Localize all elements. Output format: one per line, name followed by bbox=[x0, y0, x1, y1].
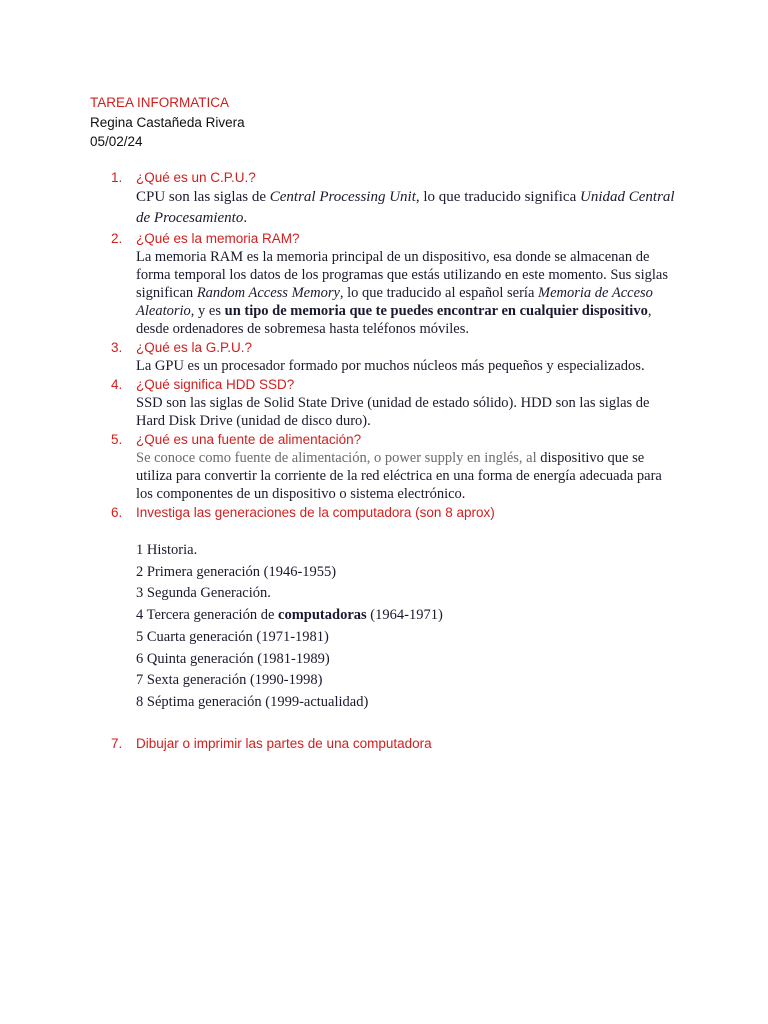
answer-text: La memoria RAM es la memoria principal de un dispositivo, esa donde se almacenan de forma temporal los datos de los programas que estás utilizando en este momento. Sus siglas significan bbox=[136, 249, 668, 301]
question-number: 7. bbox=[111, 735, 123, 751]
answer-italic: Unidad Central de Procesamiento bbox=[136, 189, 675, 226]
question-number: 2. bbox=[111, 231, 123, 246]
question-text: ¿Qué es la memoria RAM? bbox=[136, 231, 300, 246]
generation-text: (1964-1971) bbox=[366, 607, 443, 624]
question-text: ¿Qué es un C.P.U.? bbox=[136, 170, 256, 185]
answer-text-muted: Se conoce como fuente de alimentación, o power supply en inglés, al bbox=[136, 450, 541, 466]
generation-item: 7 Sexta generación (1990-1998) bbox=[136, 672, 323, 689]
question-number: 1. bbox=[111, 170, 123, 185]
answer-text: CPU son las siglas de bbox=[136, 189, 270, 205]
question-text: ¿Qué es una fuente de alimentación? bbox=[136, 432, 362, 447]
generation-bold: computadoras bbox=[278, 607, 367, 624]
question-text: Dibujar o imprimir las partes de una computadora bbox=[136, 735, 432, 751]
generation-item: 8 Séptima generación (1999-actualidad) bbox=[136, 693, 369, 710]
answer-3: La GPU es un procesador formado por muchos núcleos más pequeños y especializados. bbox=[136, 358, 645, 374]
generation-item: 1 Historia. bbox=[136, 542, 198, 558]
answer-italic: Central Processing Unit bbox=[269, 189, 416, 205]
answer-5 bbox=[136, 449, 681, 503]
question-text: ¿Qué significa HDD SSD? bbox=[136, 377, 295, 392]
answer-1 bbox=[136, 187, 681, 229]
answer-italic: Memoria de Acceso Aleatorio bbox=[136, 285, 653, 319]
question-3 bbox=[0, 338, 768, 357]
answer-bold: un tipo de memoria que te puedes encontrar en cualquier dispositivo bbox=[224, 303, 648, 319]
question-4 bbox=[0, 375, 768, 394]
answer-italic: Random Access Memory bbox=[196, 285, 340, 301]
answer-text: . bbox=[243, 210, 248, 226]
question-6 bbox=[0, 503, 768, 522]
document-title: TAREA INFORMATICA bbox=[90, 95, 230, 110]
document-date: 05/02/24 bbox=[90, 134, 143, 149]
question-number: 6. bbox=[111, 505, 123, 520]
question-text: Investiga las generaciones de la computadora (son 8 aprox) bbox=[136, 505, 495, 520]
generation-item bbox=[136, 605, 768, 627]
question-number: 3. bbox=[111, 340, 123, 355]
generation-item: 3 Segunda Generación. bbox=[136, 585, 271, 602]
generation-item: 5 Cuarta generación (1971-1981) bbox=[136, 628, 329, 645]
question-7 bbox=[0, 734, 768, 753]
question-2 bbox=[0, 229, 768, 248]
generations-list bbox=[136, 540, 768, 714]
answer-text: , y es bbox=[190, 303, 225, 319]
question-list bbox=[0, 168, 768, 753]
author-name: Regina Castañeda Rivera bbox=[90, 114, 245, 130]
answer-text: , lo que traducido significa bbox=[415, 189, 580, 205]
generation-item: 6 Quinta generación (1981-1989) bbox=[136, 650, 330, 667]
question-5 bbox=[0, 430, 768, 449]
question-1 bbox=[0, 168, 768, 187]
answer-text: , desde ordenadores de sobremesa hasta teléfonos móviles. bbox=[136, 303, 652, 337]
question-number: 4. bbox=[111, 377, 123, 392]
answer-2 bbox=[136, 248, 681, 338]
answer-text: dispositivo que se utiliza para convertir la corriente de la red eléctrica en una forma de energía adecuada para los componentes de un dispositivo o sistema electrónico. bbox=[136, 450, 662, 502]
document-header bbox=[90, 93, 245, 152]
generation-text: 4 Tercera generación de bbox=[136, 607, 279, 624]
question-number: 5. bbox=[111, 432, 123, 447]
answer-text: , lo que traducido al español sería bbox=[339, 285, 539, 301]
answer-4: SSD son las siglas de Solid State Drive (unidad de estado sólido). HDD son las siglas de Hard Disk Drive (unidad de disco duro). bbox=[136, 395, 650, 429]
question-text: ¿Qué es la G.P.U.? bbox=[136, 340, 253, 355]
generation-item: 2 Primera generación (1946-1955) bbox=[136, 563, 337, 580]
